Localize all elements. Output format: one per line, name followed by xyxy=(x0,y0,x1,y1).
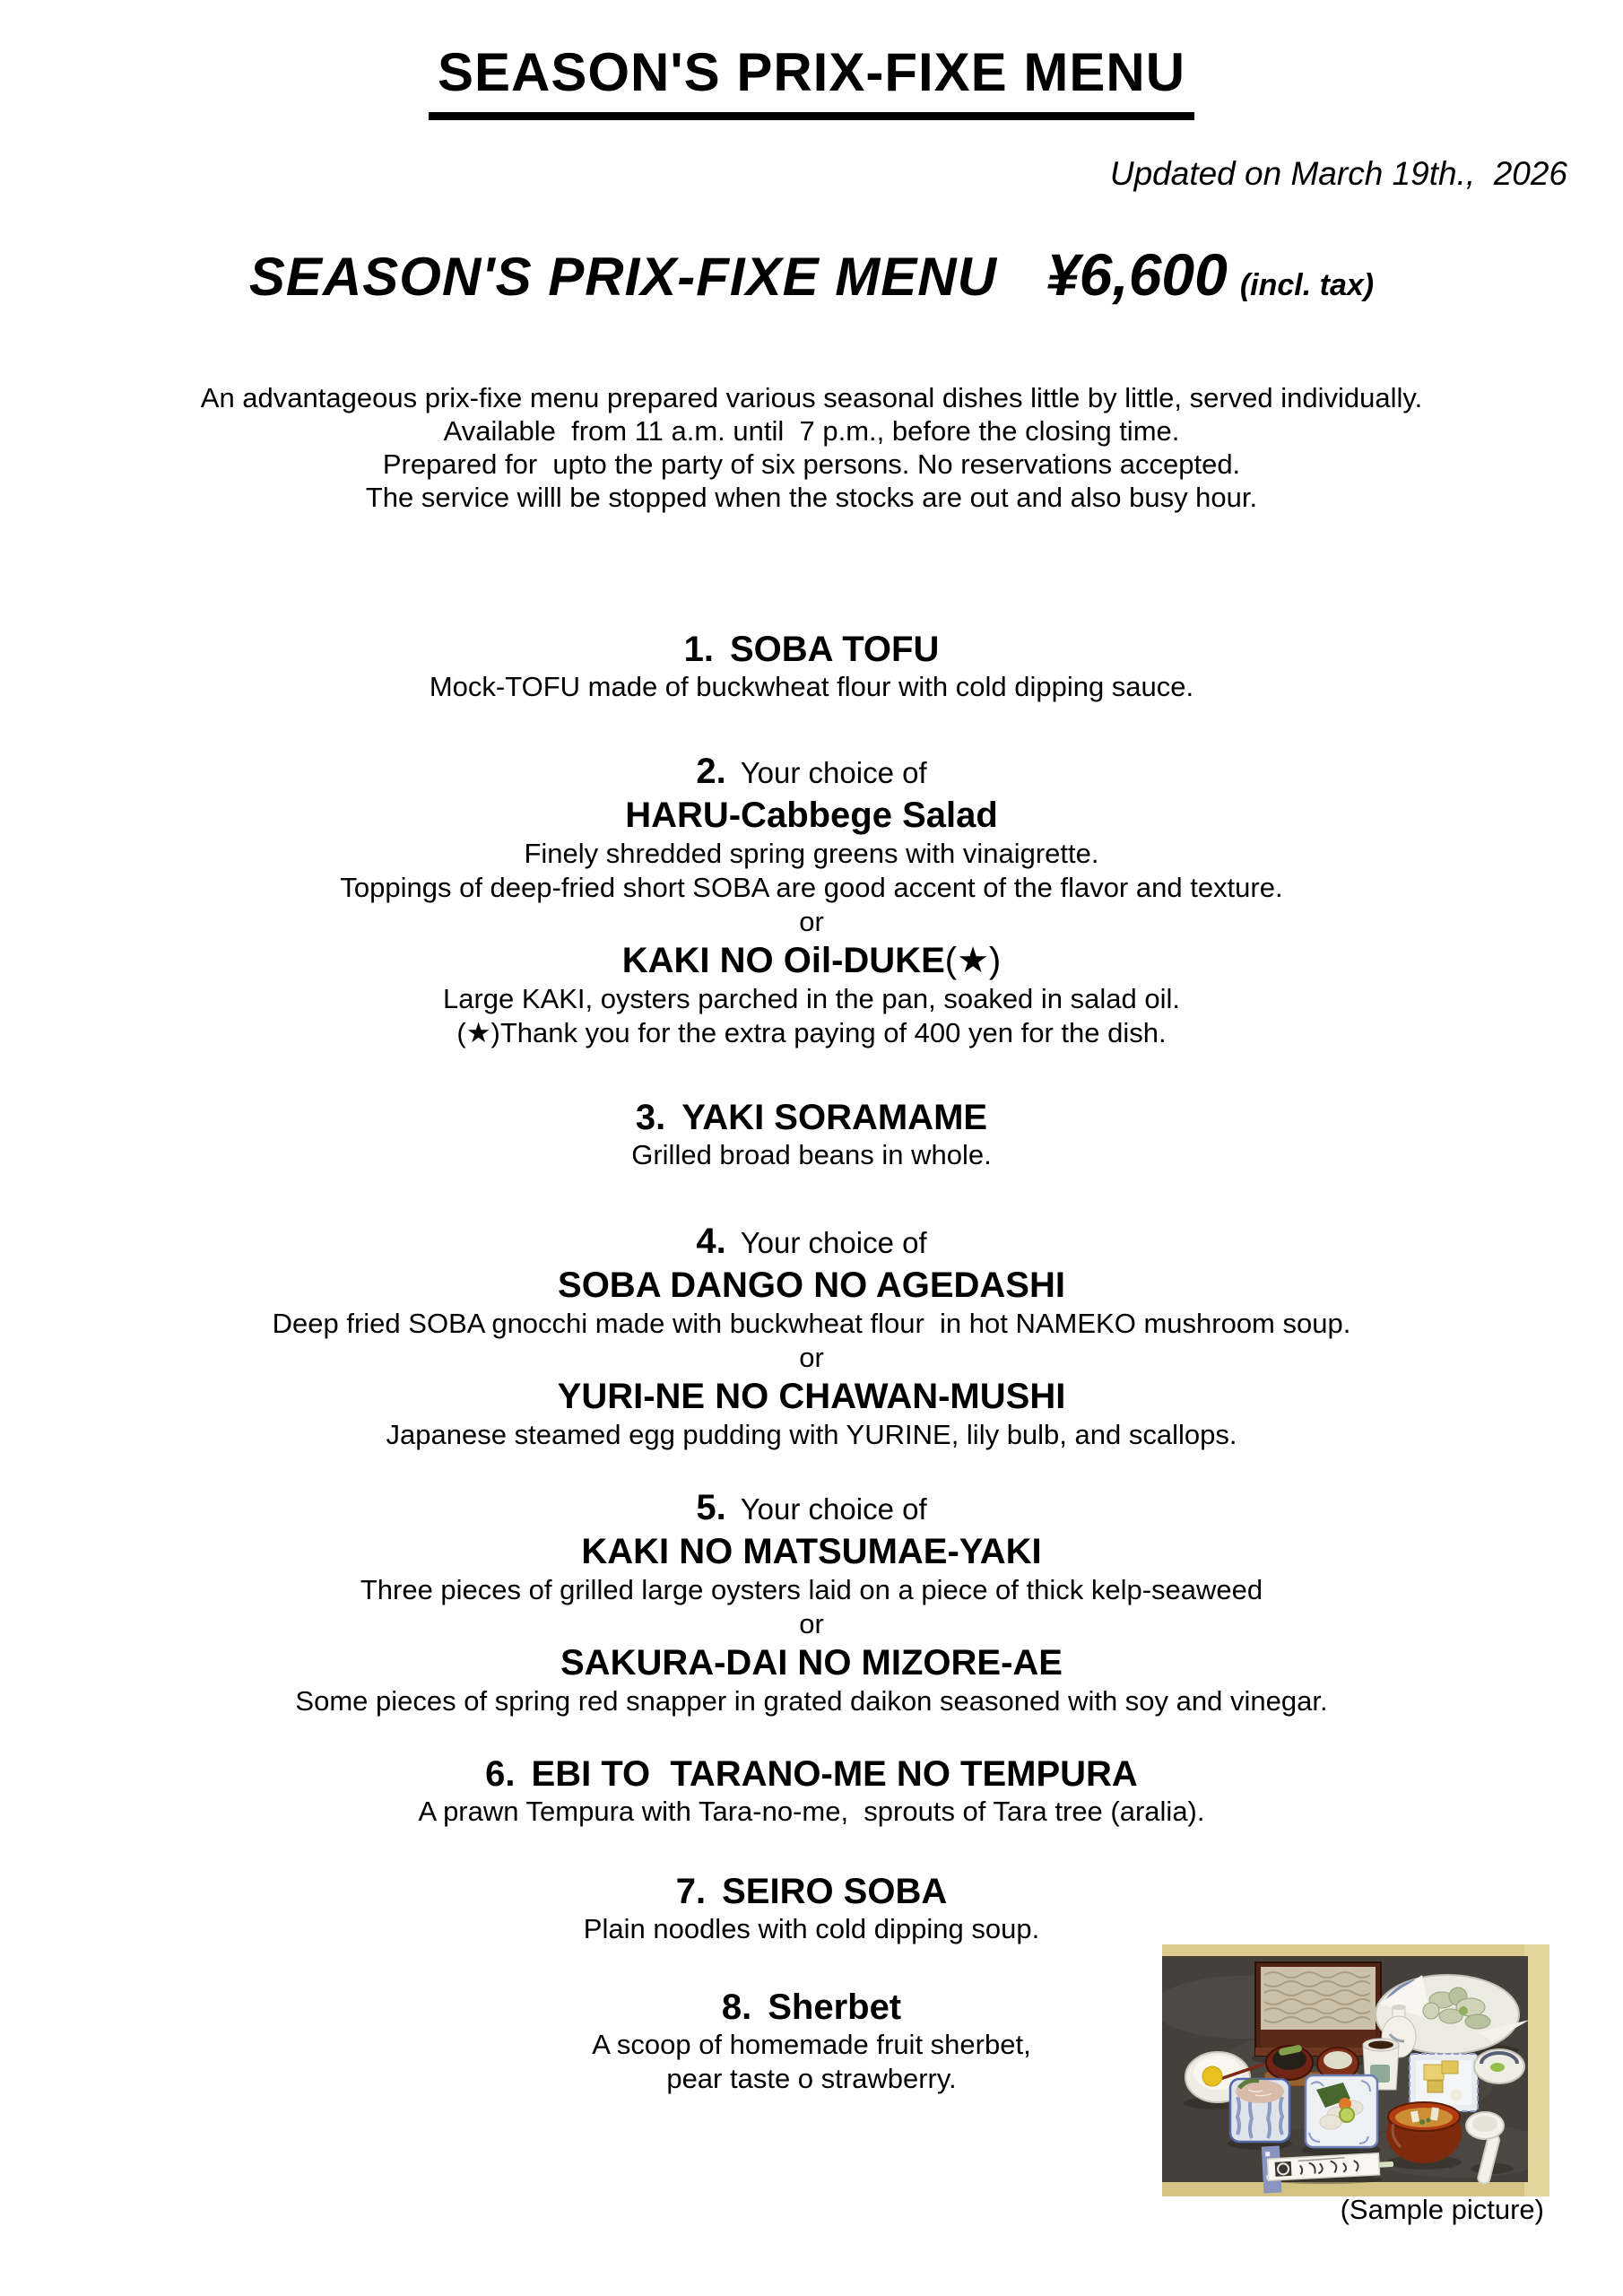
option-name xyxy=(0,1375,1623,1418)
menu-items-list xyxy=(0,629,1623,2096)
page-title: SEASON'S PRIX-FIXE MENU xyxy=(429,41,1194,120)
item-header xyxy=(0,1871,1623,1912)
item-description: A scoop of homemade fruit sherbet, xyxy=(592,2029,1031,2060)
choice-header xyxy=(0,1487,1623,1530)
item-name: YAKI SORAMAME xyxy=(681,1098,988,1137)
item-number: 5. xyxy=(696,1488,726,1527)
intro-paragraph xyxy=(0,381,1623,514)
salad-bowl xyxy=(1230,2079,1289,2142)
item-description: Mock-TOFU made of buckwheat flour with cold dipping sauce. xyxy=(429,671,1194,702)
top-title-wrap xyxy=(0,0,1623,120)
option-name xyxy=(0,794,1623,837)
or-separator: or xyxy=(799,906,824,937)
item-description: A prawn Tempura with Tara-no-me, sprouts of Tara tree (aralia). xyxy=(418,1796,1205,1827)
menu-item-4-choice xyxy=(0,1221,1623,1452)
sashimi-dish xyxy=(1306,2075,1377,2147)
choice-label: Your choice of xyxy=(740,756,927,789)
item-number: 3. xyxy=(635,1098,666,1137)
wasabi-dish xyxy=(1474,2049,1524,2083)
updated-date: Updated on March 19th., 2026 xyxy=(1109,155,1567,192)
choice-header xyxy=(0,751,1623,794)
or-separator: or xyxy=(799,1342,824,1373)
item-number: 2. xyxy=(696,752,726,791)
menu-title-row xyxy=(0,240,1623,326)
item-header xyxy=(0,1097,1623,1138)
option-description: Japanese steamed egg pudding with YURINE, lily bulb, and scallops. xyxy=(386,1419,1237,1450)
item-number: 7. xyxy=(675,1872,707,1911)
option-name-text: KAKI NO MATSUMAE-YAKI xyxy=(581,1532,1042,1571)
item-description: Plain noodles with cold dipping soup. xyxy=(583,1913,1040,1944)
item-header xyxy=(0,1753,1623,1795)
menu-item-1-soba-tofu xyxy=(0,629,1623,704)
option-name-text: HARU-Cabbege Salad xyxy=(625,796,998,835)
choice-label: Your choice of xyxy=(740,1492,927,1526)
item-name: Sherbet xyxy=(768,1987,902,2027)
option-description: Large KAKI, oysters parched in the pan, soaked in salad oil. xyxy=(443,983,1180,1014)
menu-item-3-yaki-soramame xyxy=(0,1097,1623,1172)
option-star-note: (★)Thank you for the extra paying of 400 yen for the dish. xyxy=(456,1017,1167,1048)
option-star-suffix: (★) xyxy=(944,941,1002,980)
item-name: SEIRO SOBA xyxy=(722,1872,948,1911)
menu-title: SEASON'S PRIX-FIXE MENU xyxy=(248,247,997,307)
option-name-text: SOBA DANGO NO AGEDASHI xyxy=(558,1265,1065,1305)
item-name: SOBA TOFU xyxy=(730,630,940,669)
item-number: 8. xyxy=(721,1987,752,2027)
sample-picture-caption: (Sample picture) xyxy=(1340,2194,1544,2225)
choice-label: Your choice of xyxy=(740,1226,927,1259)
choice-header xyxy=(0,1221,1623,1264)
item-number: 6. xyxy=(485,1754,516,1794)
menu-item-6-tempura xyxy=(0,1753,1623,1829)
menu-price: ¥6,600 xyxy=(1046,241,1228,308)
option-name xyxy=(0,1641,1623,1684)
sample-photo xyxy=(1162,1944,1549,2196)
item-number: 1. xyxy=(683,630,714,669)
option-description: Toppings of deep-fried short SOBA are good accent of the flavor and texture. xyxy=(340,872,1283,903)
item-description: Grilled broad beans in whole. xyxy=(631,1139,992,1170)
menu-item-5-choice xyxy=(0,1487,1623,1718)
intro-line: The service willl be stopped when the stocks are out and also busy hour. xyxy=(365,482,1258,513)
menu-item-2-choice xyxy=(0,751,1623,1050)
option-name xyxy=(0,939,1623,982)
option-description: Deep fried SOBA gnocchi made with buckwheat flour in hot NAMEKO mushroom soup. xyxy=(272,1308,1351,1339)
option-name-text: YURI-NE NO CHAWAN-MUSHI xyxy=(557,1377,1066,1416)
item-header xyxy=(0,629,1623,670)
intro-line: Available from 11 a.m. until 7 p.m., before the closing time. xyxy=(443,415,1180,447)
menu-item-7-seiro-soba xyxy=(0,1871,1623,1946)
option-name xyxy=(0,1530,1623,1573)
item-number: 4. xyxy=(696,1222,726,1261)
price-tax-note: (incl. tax) xyxy=(1239,268,1375,302)
option-name-text: KAKI NO Oil-DUKE xyxy=(621,941,945,980)
option-name-text: SAKURA-DAI NO MIZORE-AE xyxy=(560,1643,1063,1683)
intro-line: Prepared for upto the party of six persons. No reservations accepted. xyxy=(382,448,1241,480)
item-name: EBI TO TARANO-ME NO TEMPURA xyxy=(531,1754,1138,1794)
miso-soup-bowl xyxy=(1386,2102,1462,2163)
option-name xyxy=(0,1264,1623,1307)
or-separator: or xyxy=(799,1608,824,1639)
item-description: pear taste o strawberry. xyxy=(666,2063,957,2094)
option-description: Three pieces of grilled large oysters laid on a piece of thick kelp-seaweed xyxy=(360,1574,1263,1605)
soba-box xyxy=(1255,1962,1381,2056)
option-description: Some pieces of spring red snapper in grated daikon seasoned with soy and vinegar. xyxy=(295,1685,1328,1717)
intro-line: An advantageous prix-fixe menu prepared various seasonal dishes little by little, served individually. xyxy=(200,382,1423,413)
option-description: Finely shredded spring greens with vinaigrette. xyxy=(524,838,1099,869)
